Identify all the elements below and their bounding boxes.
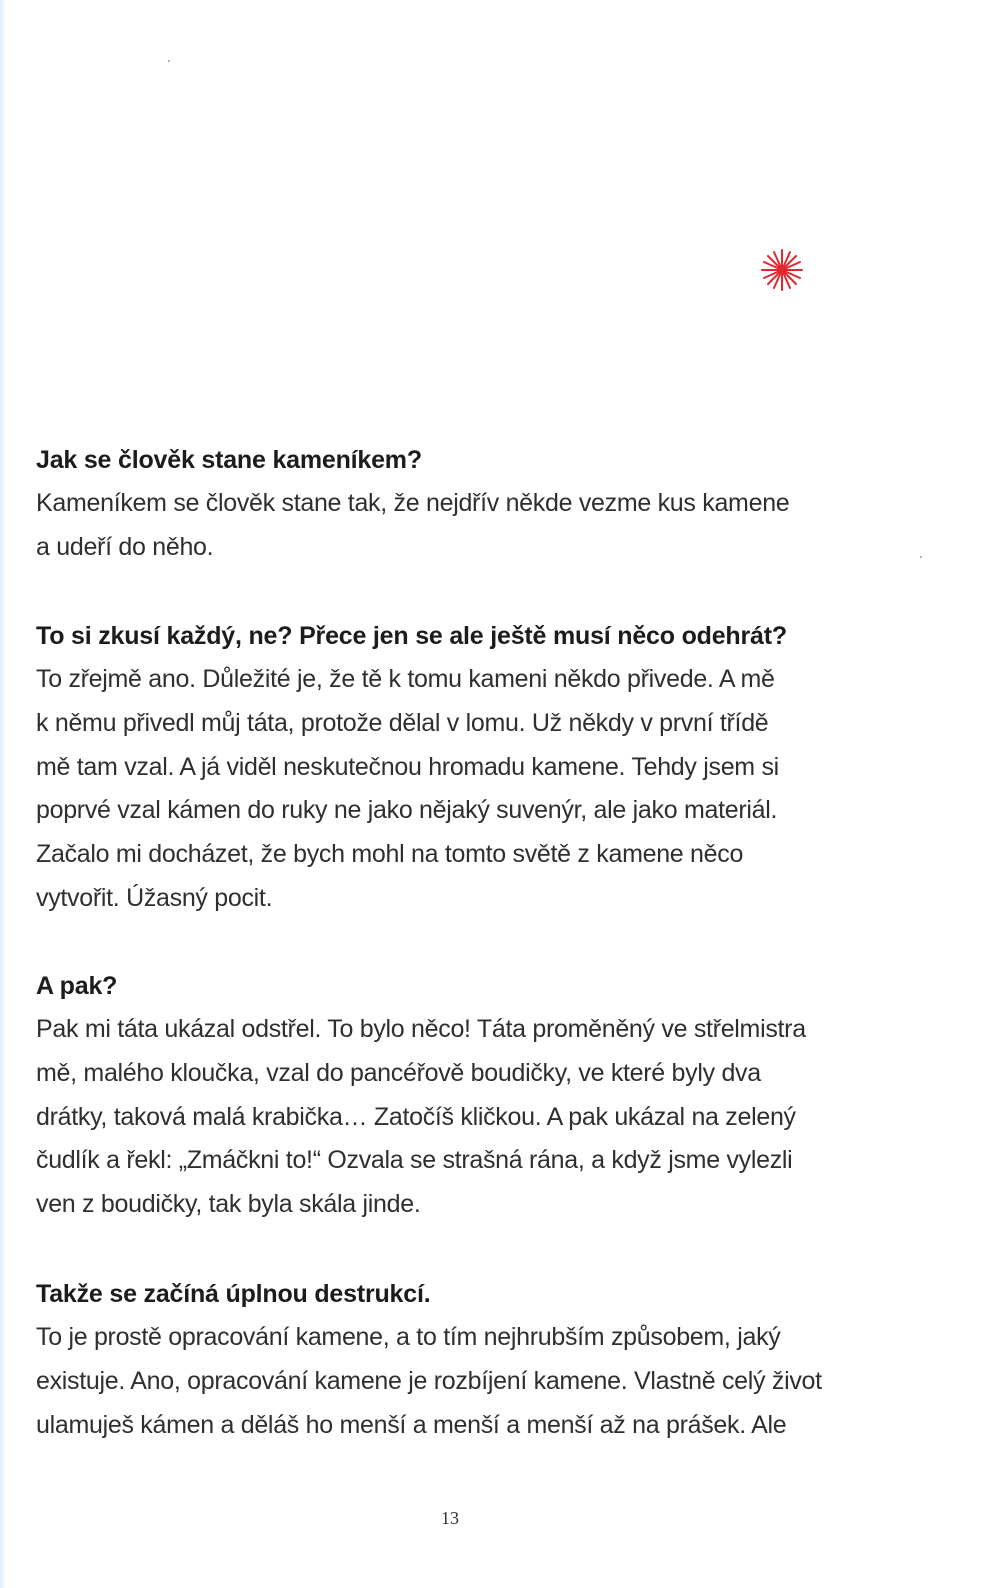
page-number: 13	[441, 1508, 459, 1528]
answer-line: To zřejmě ano. Důležité je, že tě k tomu kameni někdo přivede. A mě	[36, 665, 775, 693]
interview-answer	[36, 482, 936, 570]
interview-answer	[36, 658, 936, 921]
interview-question: Jak se člověk stane kameníkem?	[36, 446, 422, 474]
answer-line: k němu přivedl můj táta, protože dělal v lomu. Už někdy v první třídě	[36, 708, 769, 737]
answer-line: mě, malého kloučka, vzal do pancéřově boudičky, ve které byly dva	[36, 1058, 761, 1087]
answer-line: vytvořit. Úžasný pocit.	[36, 883, 273, 912]
answer-line: drátky, taková malá krabička… Zatočíš kličkou. A pak ukázal na zelený	[36, 1102, 796, 1131]
answer-line: Kameníkem se člověk stane tak, že nejdřív někde vezme kus kamene	[36, 489, 790, 517]
interview-answer	[36, 1008, 936, 1227]
answer-line: To je prostě opracování kamene, a to tím nejhrubším způsobem, jaký	[36, 1323, 781, 1351]
answer-line: Pak mi táta ukázal odstřel. To bylo něco! Táta proměněný ve střelmistra	[36, 1015, 806, 1043]
answer-line: poprvé vzal kámen do ruky ne jako nějaký suvenýr, ale jako materiál.	[36, 796, 778, 825]
interview-answer	[36, 1316, 936, 1447]
qa-section-2	[36, 614, 936, 921]
answer-line: existuje. Ano, opracování kamene je rozbíjení kamene. Vlastně celý život	[36, 1366, 822, 1395]
print-speck	[168, 60, 170, 62]
answer-line: ven z boudičky, tak byla skála jinde.	[36, 1190, 421, 1219]
answer-line: a udeří do něho.	[36, 532, 214, 561]
answer-line: čudlík a řekl: „Zmáčkni to!“ Ozvala se strašná rána, a když jsme vylezli	[36, 1146, 793, 1175]
answer-line: ulamuješ kámen a děláš ho menší a menší a menší až na prášek. Ale	[36, 1410, 787, 1439]
answer-line: mě tam vzal. A já viděl neskutečnou hromadu kamene. Tehdy jsem si	[36, 752, 779, 781]
qa-section-4	[36, 1272, 936, 1447]
qa-section-3	[36, 964, 936, 1227]
qa-section-1	[36, 438, 936, 570]
asterisk-star-icon	[760, 248, 804, 292]
interview-question: Takže se začíná úplnou destrukcí.	[36, 1280, 431, 1308]
interview-question: A pak?	[36, 972, 118, 1000]
interview-question: To si zkusí každý, ne? Přece jen se ale ještě musí něco odehrát?	[36, 622, 787, 650]
answer-line: Začalo mi docházet, že bych mohl na tomto světě z kamene něco	[36, 840, 744, 869]
page-edge	[0, 0, 6, 1588]
